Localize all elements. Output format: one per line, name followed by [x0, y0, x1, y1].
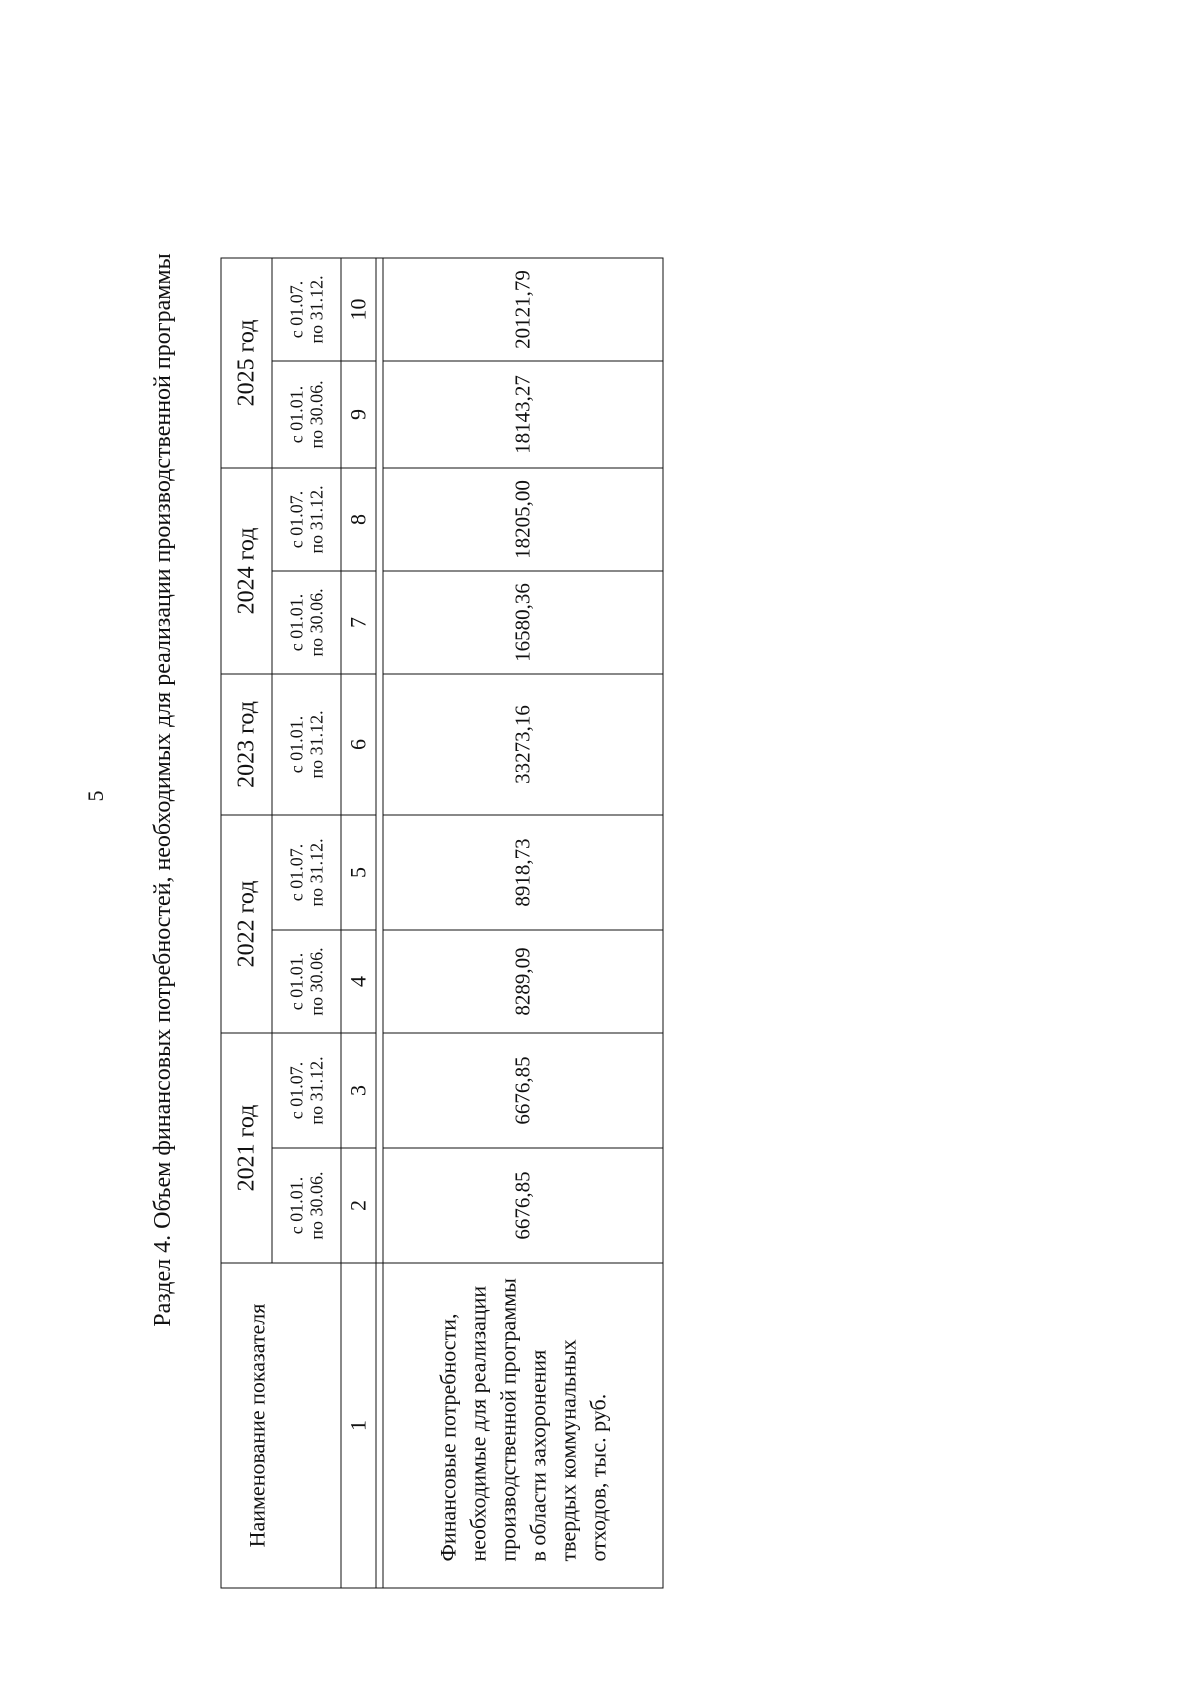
value-cell: 16580,36	[383, 570, 663, 673]
period-header: с 01.07. по 31.12.	[272, 814, 341, 929]
section-title: Раздел 4. Объем финансовых потребностей, необходимых для реализации производственной программы	[150, 253, 176, 1327]
year-header-2022: 2022 год	[221, 814, 272, 1032]
column-number: 2	[341, 1148, 376, 1263]
period-header: с 01.01. по 30.06.	[272, 929, 341, 1032]
value-cell: 18143,27	[383, 360, 663, 467]
empty-right-space	[383, 94, 663, 257]
period-header: с 01.07. по 31.12.	[272, 467, 341, 570]
year-header-2025: 2025 год	[221, 257, 272, 467]
period-header: с 01.01. по 30.06.	[272, 360, 341, 467]
separator-cell	[376, 1263, 383, 1588]
value-cell: 8289,09	[383, 929, 663, 1032]
value-cell: 33273,16	[383, 673, 663, 814]
period-header: с 01.01. по 30.06.	[272, 1148, 341, 1263]
value-cell: 6676,85	[383, 1148, 663, 1263]
period-header: с 01.07. по 31.12.	[272, 1032, 341, 1147]
value-cell: 18205,00	[383, 467, 663, 570]
period-header: с 01.01. по 31.12.	[272, 673, 341, 814]
value-cell: 8918,73	[383, 814, 663, 929]
column-number: 8	[341, 467, 376, 570]
column-number: 3	[341, 1032, 376, 1147]
year-header-2023: 2023 год	[221, 673, 272, 814]
year-header-2021: 2021 год	[221, 1032, 272, 1262]
indicator-name-header: Наименование показателя	[221, 1263, 341, 1588]
page-number: 5	[83, 790, 108, 802]
year-header-2024: 2024 год	[221, 467, 272, 673]
section-title-container	[143, 145, 183, 1435]
period-header: с 01.01. по 30.06.	[272, 570, 341, 673]
separator-cell	[376, 257, 383, 1262]
table-row	[383, 94, 663, 1587]
column-number: 5	[341, 814, 376, 929]
column-number-row	[341, 94, 376, 1587]
column-number: 7	[341, 570, 376, 673]
financial-table-container	[220, 95, 663, 1588]
column-number: 1	[341, 1263, 376, 1588]
year-header-row	[221, 94, 272, 1587]
separator-row	[376, 94, 383, 1587]
value-cell: 6676,85	[383, 1032, 663, 1147]
period-header: с 01.07. по 31.12.	[272, 257, 341, 360]
column-number: 10	[341, 257, 376, 360]
value-cell: 20121,79	[383, 257, 663, 360]
financial-needs-table	[220, 94, 663, 1588]
column-number: 9	[341, 360, 376, 467]
indicator-name: Финансовые потребности, необходимые для реализации производственной программы в области захоронения твердых коммунальных отходов, тыс. руб.	[383, 1263, 663, 1588]
column-number: 4	[341, 929, 376, 1032]
empty-right-space	[221, 94, 383, 257]
column-number: 6	[341, 673, 376, 814]
